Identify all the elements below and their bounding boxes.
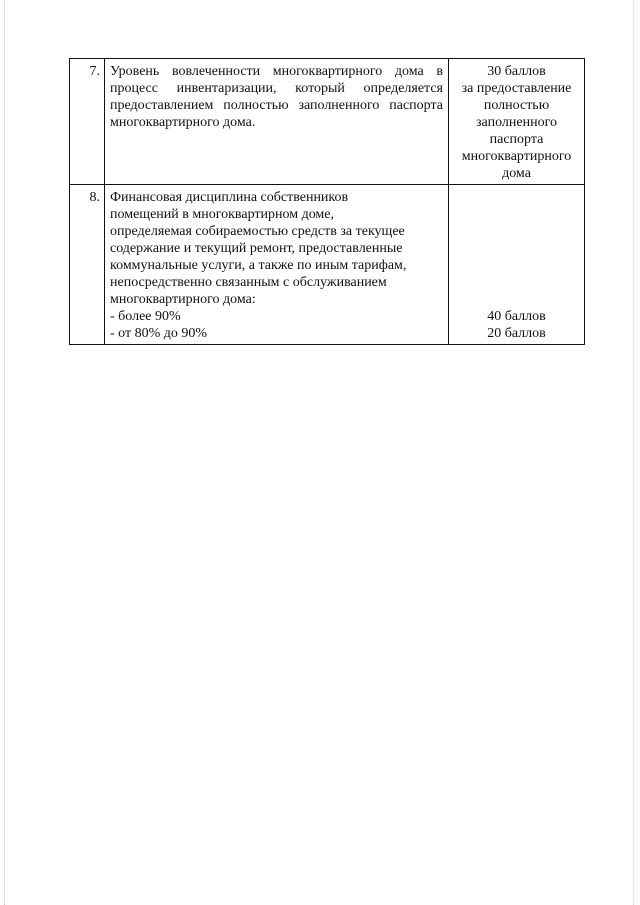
criterion-points xyxy=(449,59,585,185)
points-line: за предоставление xyxy=(461,81,572,96)
criterion-description xyxy=(105,59,449,185)
description-line: - более 90% xyxy=(110,309,181,324)
points-line: полностью xyxy=(483,98,550,113)
scan-edge-right xyxy=(633,0,634,905)
points-line: паспорта xyxy=(489,132,544,147)
points-line: 30 баллов xyxy=(487,64,546,79)
description-line: Уровень вовлеченности многоквартирного дома в процесс инвентаризации, который определяется предоставлением полностью заполненного паспорта многоквартирного дома. xyxy=(110,64,443,130)
criterion-description xyxy=(105,185,449,345)
description-line: непосредственно связанным с обслуживанием xyxy=(110,275,387,290)
points-line: 20 баллов xyxy=(487,326,546,341)
points-spacer xyxy=(454,189,579,308)
table-row xyxy=(70,59,585,185)
description-line: Финансовая дисциплина собственников xyxy=(110,190,349,205)
description-line: содержание и текущий ремонт, предоставленные xyxy=(110,241,403,256)
description-line: помещений в многоквартирном доме, xyxy=(110,207,335,222)
description-line: многоквартирного дома: xyxy=(110,292,256,307)
description-line: коммунальные услуги, а также по иным тарифам, xyxy=(110,258,407,273)
table-row xyxy=(70,185,585,345)
description-line: - от 80% до 90% xyxy=(110,326,208,341)
points-line: заполненного xyxy=(476,115,557,130)
points-line: дома xyxy=(502,166,531,181)
criterion-points xyxy=(449,185,585,345)
criteria-table xyxy=(69,58,585,345)
description-line: определяемая собираемостью средств за текущее xyxy=(110,224,405,239)
row-number: 8. xyxy=(70,185,105,345)
scan-edge-left xyxy=(4,0,5,905)
row-number: 7. xyxy=(70,59,105,185)
points-line: 40 баллов xyxy=(487,309,546,324)
points-line: многоквартирного xyxy=(461,149,572,164)
